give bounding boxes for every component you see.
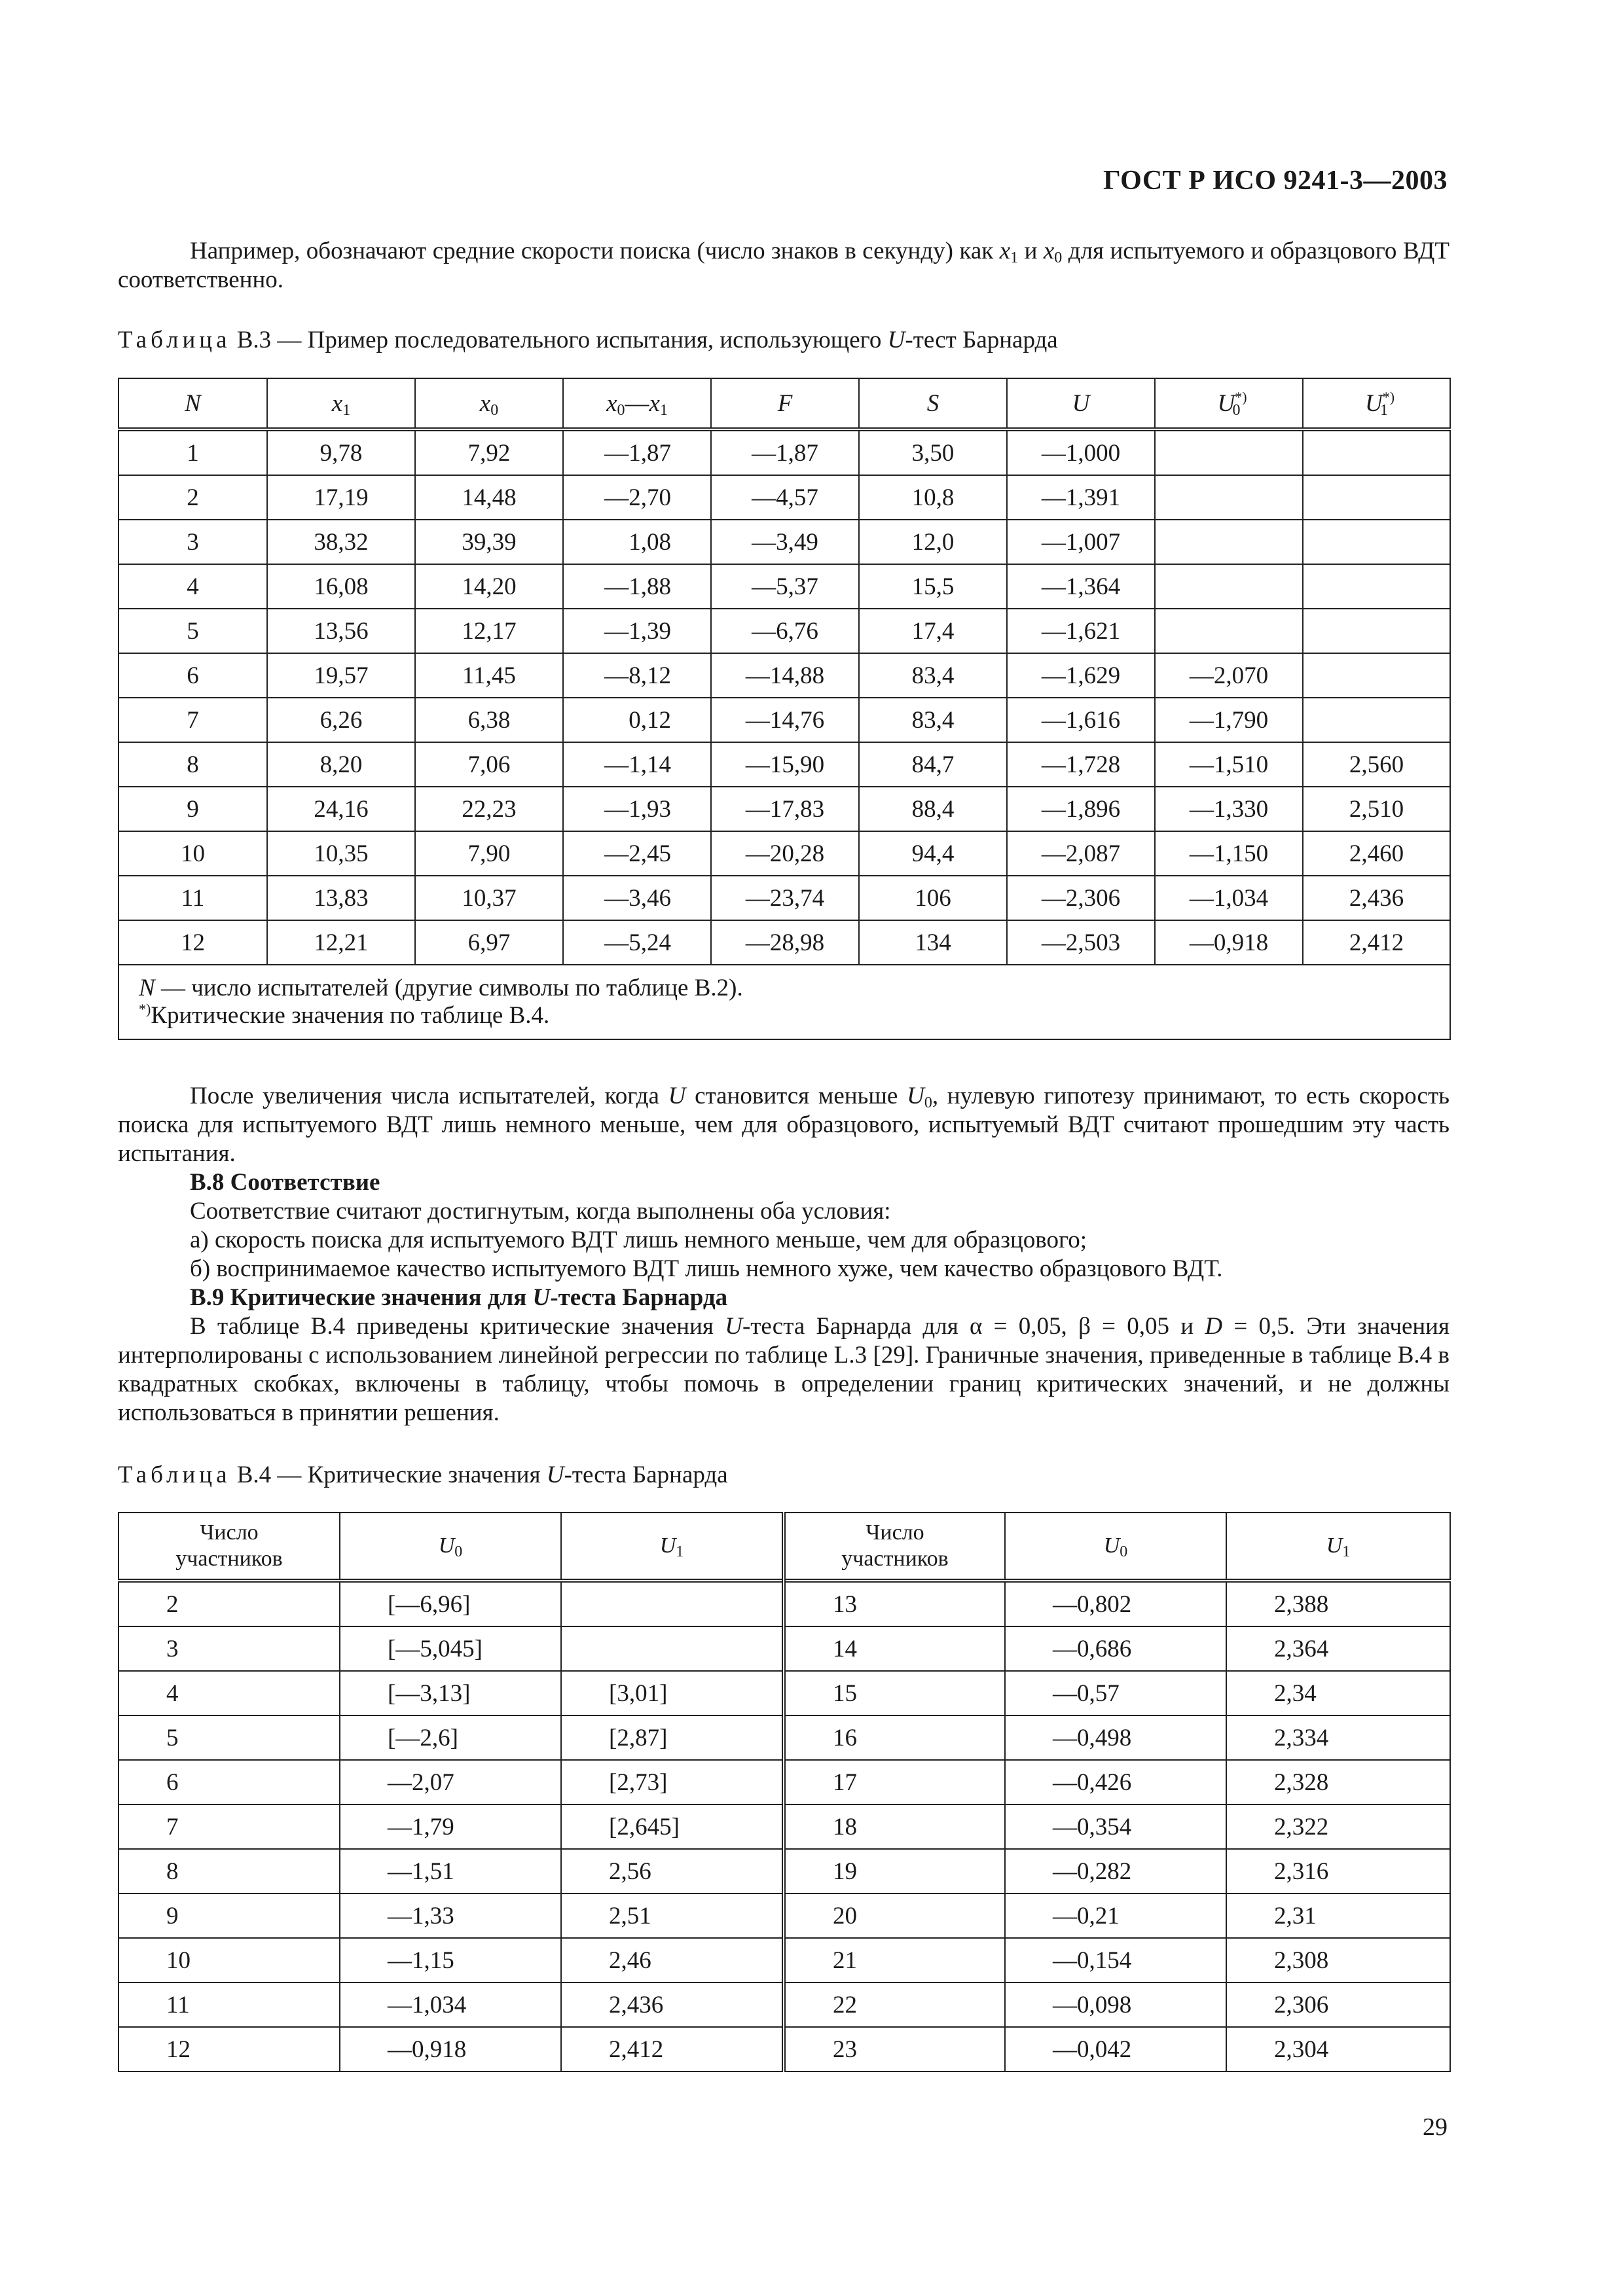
table-row: 6 19,57 11,45 —8,12 —14,88 83,4 —1,629 —2,070 (119, 653, 1450, 698)
table-row: 12 12,21 6,97 —5,24 —28,98 134 —2,503 —0,918 2,412 (119, 920, 1450, 965)
col-header-x1: $x_1$ (267, 378, 415, 429)
table-b4-caption: Таблица В.4 — Критические значения U-теста Барнарда (118, 1462, 728, 1488)
col-header-u0: $U_0$ (1005, 1513, 1226, 1581)
table-row: 6 —2,07 [2,73] 17 —0,426 2,328 (119, 1760, 1450, 1804)
section-b9-paragraph: В таблице В.4 приведены критические значения U-теста Барнарда для α = 0,05, β = 0,05 и D = 0,5. Эти значения интерполированы с использованием линейной регрессии по таблице L.3 [29]. Граничные значения, приведенные в таблице В.4 в квадратных скобках, включены в таблицу, чтобы помочь в определении границ критических значений, и не должны использоваться в принятии решения. (118, 1313, 1450, 1426)
section-b8-line3: б) воспринимаемое качество испытуемого ВДТ лишь немного хуже, чем качество образцового ВДТ. (190, 1255, 1223, 1282)
table-row: 5 [—2,6] [2,87] 16 —0,498 2,334 (119, 1715, 1450, 1760)
table-b4-header-row (119, 1513, 1450, 1581)
col-header-u: U (1007, 378, 1155, 429)
intro-paragraph: Например, обозначают средние скорости поиска (число знаков в секунду) как $x_1$ и $x_0$ для испытуемого и образцового ВДТ соответственно. (118, 238, 1450, 293)
table-row: 2 [—6,96] 13 —0,802 2,388 (119, 1581, 1450, 1626)
table-row: 7 —1,79 [2,645] 18 —0,354 2,322 (119, 1804, 1450, 1849)
col-header-u1: $U_1$ (1226, 1513, 1450, 1581)
table-b3-note-row (119, 965, 1450, 1039)
after-paragraph: После увеличения числа испытателей, когда U становится меньше $U_0$, нулевую гипотезу принимают, то есть скорость поиска для испытуемого ВДТ лишь немного меньше, чем для образцового, испытуемый ВДТ считают прошедшим эту часть испытания. (118, 1083, 1450, 1167)
section-b8-line1: Соответствие считают достигнутым, когда выполнены оба условия: (190, 1198, 891, 1225)
section-b8-line2: а) скорость поиска для испытуемого ВДТ лишь немного меньше, чем для образцового; (190, 1227, 1087, 1253)
table-row: 10 10,35 7,90 —2,45 —20,28 94,4 —2,087 —1,150 2,460 (119, 831, 1450, 876)
col-header-u1: $U^{*)}_1$ (1303, 378, 1450, 429)
col-header-diff: $x_0—x_1$ (563, 378, 711, 429)
section-b8-title: В.8 Соответствие (190, 1169, 380, 1196)
col-header-count: Число участников (119, 1513, 340, 1581)
table-row: 9 24,16 22,23 —1,93 —17,83 88,4 —1,896 —1,330 2,510 (119, 787, 1450, 831)
table-b3-note: N — число испытателей (другие символы по таблице В.2). *)Критические значения по таблице В.4. (119, 965, 1450, 1039)
table-row: 8 —1,51 2,56 19 —0,282 2,316 (119, 1849, 1450, 1893)
col-header-n: N (119, 378, 267, 429)
table-row: 9 —1,33 2,51 20 —0,21 2,31 (119, 1893, 1450, 1938)
table-row: 8 8,20 7,06 —1,14 —15,90 84,7 —1,728 —1,510 2,560 (119, 742, 1450, 787)
col-header-x0: $x_0$ (415, 378, 563, 429)
table-row: 4 16,08 14,20 —1,88 —5,37 15,5 —1,364 (119, 564, 1450, 609)
table-b4 (118, 1512, 1451, 2072)
table-row: 3 38,32 39,39 1,08 —3,49 12,0 —1,007 (119, 520, 1450, 564)
col-header-u0: $U_0$ (340, 1513, 561, 1581)
table-row: 12 —0,918 2,412 23 —0,042 2,304 (119, 2027, 1450, 2072)
col-header-count: Число участников (784, 1513, 1005, 1581)
table-b3-caption: Таблица В.3 — Пример последовательного испытания, использующего U-тест Барнарда (118, 327, 1058, 353)
page-number: 29 (1423, 2113, 1448, 2141)
col-header-u1: $U_1$ (561, 1513, 784, 1581)
table-row: 10 —1,15 2,46 21 —0,154 2,308 (119, 1938, 1450, 1982)
col-header-f: F (711, 378, 859, 429)
table-row: 2 17,19 14,48 —2,70 —4,57 10,8 —1,391 (119, 475, 1450, 520)
table-row: 4 [—3,13] [3,01] 15 —0,57 2,34 (119, 1671, 1450, 1715)
section-b9-title: В.9 Критические значения для U-теста Барнарда (190, 1284, 728, 1311)
table-row: 5 13,56 12,17 —1,39 —6,76 17,4 —1,621 (119, 609, 1450, 653)
table-row: 3 [—5,045] 14 —0,686 2,364 (119, 1626, 1450, 1671)
col-header-s: S (859, 378, 1007, 429)
table-row: 11 13,83 10,37 —3,46 —23,74 106 —2,306 —1,034 2,436 (119, 876, 1450, 920)
document-header: ГОСТ Р ИСО 9241-3—2003 (1103, 166, 1448, 196)
col-header-u0: $U^{*)}_0$ (1155, 378, 1303, 429)
table-b3 (118, 378, 1451, 1040)
table-row: 7 6,26 6,38 0,12 —14,76 83,4 —1,616 —1,790 (119, 698, 1450, 742)
table-row: 1 9,78 7,92 —1,87 —1,87 3,50 —1,000 (119, 429, 1450, 475)
table-b3-header-row (119, 378, 1450, 429)
table-row: 11 —1,034 2,436 22 —0,098 2,306 (119, 1982, 1450, 2027)
